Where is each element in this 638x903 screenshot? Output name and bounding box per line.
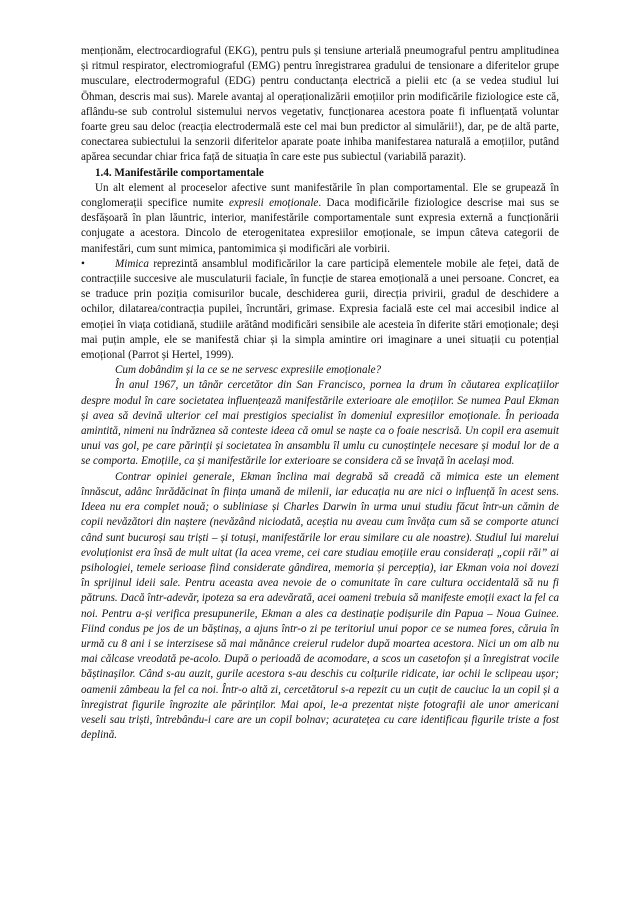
section-paragraph-text-b: . Daca modificările fiziologice descrise mai sus se desfășoară în plan lăuntric, interior, manifestările comportamentale sunt expresia externă a funcționării conjugate a acestora. Dincolo de eterogenitatea expresiilor emoționale, se impun câteva categorii de manifestări, cum sunt mimica, pantomimica și modificări ale vorbirii.	[81, 197, 560, 255]
intro-paragraph: menționăm, electrocardiograful (EKG), pentru puls și tensiune arterială pneumograful pentru amplitudinea și ritmul respirator, electromiograful (EMG) pentru înregistrarea gradului de tensionare a diferitelor grupe musculare, electrodermograful (EDG) pentru conductanța electrică a pielii etc (a se vedea studiul lui Öhman, descris mai sus). Marele avantaj al operaționalizării emoțiilor prin modificările fiziologice este că, aflându-se sub controlul sistemului nervos vegetativ, funcționarea acestora poate fi influențată voluntar foarte greu sau deloc (reacția electrodermală este cel mai bun predictor al simulării!), dar, pe de altă parte, conectarea subiectului la senzorii diferitelor aparate poate inhiba manifestarea naturală a emoțiilor, putând apărea secundar chiar frica față de situația în care este pus subiectul (variabilă parazit).	[81, 45, 559, 164]
ekman-paragraph-2: Contrar opiniei generale, Ekman înclina mai degrabă să creadă că mimica este un element înnăscut, adânc înrădăcinat în ființa umană de milenii, iar educația nu are nici o influență în acest sens. Ideea nu era complet nouă; o subliniase și Charles Darwin în urma unui studiu făcut într-un cămin de copii nevăzători din naștere (nevăzând niciodată, aceștia nu aveau cum învăța cum să se comporte atunci când sunt bucuroși sau triști – și totuși, manifestările lor erau similare cu ale noastre). Studiul lui marelui evoluționist era însă de mult uitat (la acea vreme, cei care studiau emoțiile erau considerați „copii răi” ai psihologiei, temele serioase fiind considerate gândirea, memoria și percepția), iar Ekman voia noi dovezi în sprijinul ideii sale. Pentru aceasta avea nevoie de o comunitate în care cultura occidentală să nu fi pătruns. Dacă într-adevăr, ipoteza sa era adevărată, acei oameni trebuia să manifeste emoții exact la fel ca noi. Pentru a-și verifica presupunerile, Ekman a ales ca destinație podișurile din Papua – Noua Guinee. Fiind condus pe jos de un băștinaș, a ajuns într-o zi pe teritoriul unui popor ce se numea fores, căruia în urmă cu 8 ani i se interzisese să mai mănânce creierul rudelor după moartea acestora. Nici un om alb nu mai călcase vreodată pe-acolo. După o perioadă de acomodare, a scos un casetofon și a înregistrat vocile băștinașilor. Când s-au auzit, gurile acestora s-au deschis cu colțurile ridicate, iar ochii le sclipeau ușor; oamenii zâmbeau la fel ca noi. Într-o altă zi, cercetătorul s-a repezit cu un cuțit de cauciuc la un copil și a înregistrat figurile îngrozite ale părinților. Mai apoi, le-a prezentat niște fotografii ale unor americani veseli sau triști, întrebându-i care are un copil bolnav; acuratețea cu care identificau figurile triste a fost deplină.	[81, 470, 559, 742]
section-paragraph-emphasis: expresii emoționale	[228, 197, 319, 210]
bullet-symbol: •	[81, 257, 85, 270]
section-heading: 1.4. Manifestările comportamentale	[95, 166, 264, 179]
ekman-paragraph-1: În anul 1967, un tânăr cercetător din San Francisco, pornea la drum în căutarea explicațiilor despre modul în care societatea influențează manifestările exterioare ale emoțiilor. Se numea Paul Ekman și avea să devină ulterior cel mai prestigios specialist în domeniul expresiilor emoționale. În perioada amintită, nimeni nu îndrăznea să conteste ideea că omul se naște ca o foaie nescrisă. Un copil era asemuit unui vas gol, pe care părinții și societatea în ansamblu îl umlu cu cunoștințele necesare și modul lor de a se comporta. Emoțiile, ca și manifestările lor exterioare se considera că se învață în același mod.	[81, 379, 559, 468]
section-paragraph-text-a: Un alt element al proceselor afective sunt manifestările în plan comportamental. Ele se grupează în conglomerații specifice numite	[81, 181, 559, 210]
bullet-term: Mimica	[115, 257, 149, 270]
question-line: Cum dobândim și la ce se ne servesc expresiile emoționale?	[115, 364, 382, 377]
bullet-text: reprezintă ansamblul modificărilor la care participă elementele mobile ale feței, dată de contracțiile succesive ale musculaturii faciale, în funcție de starea emoțională a unei persoane. Concret, ea se traduce prin poziția comisurilor bucale, deschiderea gurii, direcția privirii, gradul de deschidere a ochilor, dilatarea/contracția pupilei, încruntări, grimase. Expresia facială este cel mai accesibil indice al emoției în viața cotidiană, studiile arătând modificări sensibile ale acesteia în diferite stări emoționale; deși mai puțin ample, ele se manifestă chiar și la simpla amintire ori imaginare a unei situații cu potențial emoțional (Parrot și Hertel, 1999).	[81, 257, 559, 362]
bullet-item-mimica	[81, 257, 559, 363]
section-paragraph	[81, 181, 559, 257]
document-page	[81, 44, 559, 743]
